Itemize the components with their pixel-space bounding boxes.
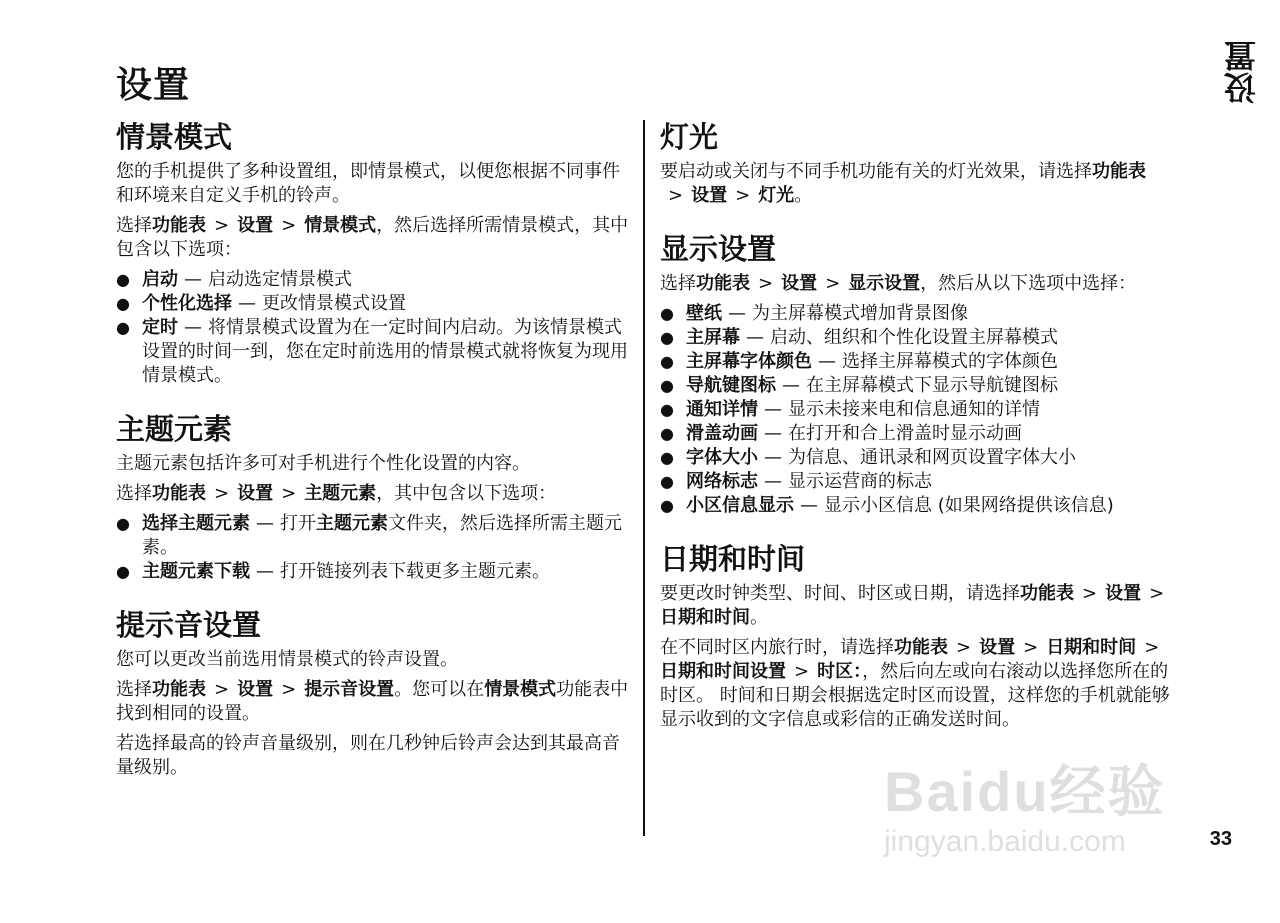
section-themes [116, 410, 630, 584]
lights-intro: 要启动或关闭与不同手机功能有关的灯光效果，请选择 [660, 161, 1092, 182]
path-separator: > [214, 483, 230, 504]
tones-menu-path [116, 678, 630, 726]
path-step: 功能表 [1092, 161, 1146, 182]
em-dash: — [728, 303, 746, 324]
option-term: 主题元素下载 [142, 561, 250, 582]
timezone-menu-path [660, 636, 1174, 732]
path-mid: 。您可以在 [394, 679, 485, 700]
section-display [660, 230, 1174, 518]
option-term: 选择主题元素 [142, 513, 250, 534]
option-desc: 显示未接来电和信息通知的详情 [788, 399, 1040, 420]
profiles-intro: 您的手机提供了多种设置组，即情景模式，以便您根据不同事件和环境来自定义手机的铃声。 [116, 161, 620, 206]
column-divider [643, 120, 645, 836]
option-term: 启动 [142, 269, 178, 290]
em-dash: — [764, 447, 782, 468]
path-step: 功能表 [696, 273, 750, 294]
watermark-url: jingyan.baidu.com [884, 825, 1126, 858]
section-profiles [116, 118, 630, 388]
display-options-list [660, 302, 1174, 518]
option-term: 滑盖动画 [686, 423, 758, 444]
themes-options-list [116, 512, 630, 584]
path-step: 设置 [1105, 583, 1142, 604]
path-suffix: ，然后向左或向右滚动以选择您所在的时区。 时间和日期会根据选定时区而设置，这样您的手机就能够显示收到的文字信息或彩信的正确发送时间。 [660, 661, 1170, 730]
option-desc: 启动选定情景模式 [208, 269, 352, 290]
path-separator: > [281, 679, 297, 700]
section-heading-profiles: 情景模式 [116, 120, 233, 154]
path-prefix: 要更改时钟类型、时间、时区或日期，请选择 [660, 583, 1020, 604]
section-heading-lights: 灯光 [660, 120, 719, 154]
section-tones [116, 606, 630, 780]
path-separator: > [1144, 637, 1160, 658]
list-item [660, 398, 1174, 422]
option-desc: 打开 [280, 513, 316, 534]
section-datetime [660, 540, 1174, 732]
path-prefix: 选择 [116, 679, 152, 700]
page-title: 设置 [116, 65, 191, 106]
list-item [660, 350, 1174, 374]
option-term: 个性化选择 [142, 293, 232, 314]
path-step: 日期和时间 [1046, 637, 1137, 658]
option-term: 小区信息显示 [686, 495, 794, 516]
option-desc: 为主屏幕模式增加背景图像 [752, 303, 968, 324]
tones-note: 若选择最高的铃声音量级别，则在几秒钟后铃声会达到其最高音量级别。 [116, 733, 620, 778]
path-prefix: 选择 [660, 273, 696, 294]
display-menu-path [660, 272, 1174, 296]
list-item [660, 470, 1174, 494]
path-prefix: 选择 [116, 483, 152, 504]
list-item [660, 422, 1174, 446]
option-term: 网络标志 [686, 471, 758, 492]
list-item [116, 292, 630, 316]
option-desc: 在打开和合上滑盖时显示动画 [788, 423, 1022, 444]
em-dash: — [818, 351, 836, 372]
option-desc: 选择主屏幕模式的字体颜色 [842, 351, 1058, 372]
list-item [116, 560, 630, 584]
path-step: 设置 [691, 185, 728, 206]
path-step: 设置 [237, 215, 274, 236]
option-desc: 将情景模式设置为在一定时间内启动。为该情景模式设置的时间一到，您在定时前选用的情景模式就将恢复为现用情景模式。 [142, 317, 628, 386]
option-desc: 显示运营商的标志 [788, 471, 932, 492]
lights-text [660, 160, 1174, 208]
em-dash: — [238, 293, 256, 314]
profiles-menu-path [116, 214, 630, 262]
path-separator: > [214, 215, 230, 236]
em-dash: — [800, 495, 818, 516]
section-heading-datetime: 日期和时间 [660, 542, 806, 576]
path-step: 情景模式 [484, 679, 557, 700]
path-separator: > [825, 273, 841, 294]
em-dash: — [764, 423, 782, 444]
option-desc: 文件夹，然后选择所需主题元素。 [142, 513, 622, 558]
section-heading-tones: 提示音设置 [116, 608, 262, 642]
path-suffix: 。 [794, 185, 813, 206]
path-step: 设置 [781, 273, 818, 294]
list-item [116, 316, 630, 388]
option-desc: 更改情景模式设置 [262, 293, 406, 314]
option-term: 导航键图标 [686, 375, 776, 396]
option-desc: 启动、组织和个性化设置主屏幕模式 [770, 327, 1058, 348]
right-column [660, 118, 1174, 754]
path-separator: > [735, 185, 751, 206]
em-dash: — [256, 513, 274, 534]
themes-menu-path [116, 482, 630, 506]
path-suffix: 。 [750, 607, 768, 628]
path-separator: > [1149, 583, 1165, 604]
path-step: 日期和时间设置 [660, 661, 786, 682]
path-separator: > [668, 185, 684, 206]
em-dash: — [184, 317, 202, 338]
option-desc: 为信息、通讯录和网页设置字体大小 [788, 447, 1076, 468]
path-step: 设置 [237, 679, 274, 700]
list-item [116, 512, 630, 560]
option-term: 字体大小 [686, 447, 758, 468]
path-suffix: ，然后从以下选项中选择： [920, 273, 1137, 294]
option-term: 定时 [142, 317, 178, 338]
list-item [116, 268, 630, 292]
option-term: 通知详情 [686, 399, 758, 420]
page-number: 33 [1209, 828, 1232, 850]
list-item [660, 446, 1174, 470]
section-heading-themes: 主题元素 [116, 412, 233, 446]
path-step: 灯光 [758, 185, 795, 206]
themes-intro: 主题元素包括许多可对手机进行个性化设置的内容。 [116, 453, 530, 474]
path-step: 设置 [237, 483, 274, 504]
path-step: 功能表 [152, 215, 206, 236]
path-suffix: 功能表中找到相同的设置。 [116, 679, 629, 724]
em-dash: — [764, 399, 782, 420]
em-dash: — [782, 375, 800, 396]
profiles-options-list [116, 268, 630, 388]
option-desc-bold: 主题元素 [316, 513, 388, 534]
em-dash: — [184, 269, 202, 290]
path-suffix: ，然后选择所需情景模式，其中包含以下选项： [116, 215, 629, 260]
path-step: 时区： [817, 661, 863, 682]
path-step: 提示音设置 [304, 679, 395, 700]
path-step: 日期和时间 [660, 607, 750, 628]
list-item [660, 494, 1174, 518]
path-step: 功能表 [1020, 583, 1074, 604]
option-term: 壁纸 [686, 303, 722, 324]
option-desc: 在主屏幕模式下显示导航键图标 [806, 375, 1058, 396]
path-step: 功能表 [152, 679, 206, 700]
section-heading-display: 显示设置 [660, 232, 777, 266]
path-step: 功能表 [894, 637, 948, 658]
datetime-menu-path [660, 582, 1174, 630]
chapter-side-tab: 设置 [1223, 40, 1261, 104]
em-dash: — [256, 561, 274, 582]
path-separator: > [214, 679, 230, 700]
option-desc: 打开链接列表下载更多主题元素。 [280, 561, 550, 582]
path-prefix: 在不同时区内旅行时，请选择 [660, 637, 894, 658]
option-term: 主屏幕 [686, 327, 740, 348]
path-step: 显示设置 [848, 273, 921, 294]
baidu-watermark [884, 760, 1184, 880]
list-item [660, 302, 1174, 326]
em-dash: — [764, 471, 782, 492]
list-item [660, 326, 1174, 350]
path-step: 设置 [979, 637, 1016, 658]
path-separator: > [1023, 637, 1039, 658]
path-separator: > [281, 215, 297, 236]
path-separator: > [281, 483, 297, 504]
list-item [660, 374, 1174, 398]
left-column [116, 118, 630, 802]
path-separator: > [956, 637, 972, 658]
option-term: 主屏幕字体颜色 [686, 351, 812, 372]
path-separator: > [794, 661, 810, 682]
path-separator: > [758, 273, 774, 294]
path-step: 情景模式 [304, 215, 377, 236]
path-step: 功能表 [152, 483, 206, 504]
path-separator: > [1082, 583, 1098, 604]
tones-intro: 您可以更改当前选用情景模式的铃声设置。 [116, 649, 458, 670]
section-lights [660, 118, 1174, 208]
watermark-logo: Baidu经验 [884, 760, 1166, 823]
path-suffix: ，其中包含以下选项： [376, 483, 557, 504]
path-prefix: 选择 [116, 215, 152, 236]
option-desc: 显示小区信息 (如果网络提供该信息) [824, 495, 1114, 516]
em-dash: — [746, 327, 764, 348]
path-step: 主题元素 [304, 483, 377, 504]
